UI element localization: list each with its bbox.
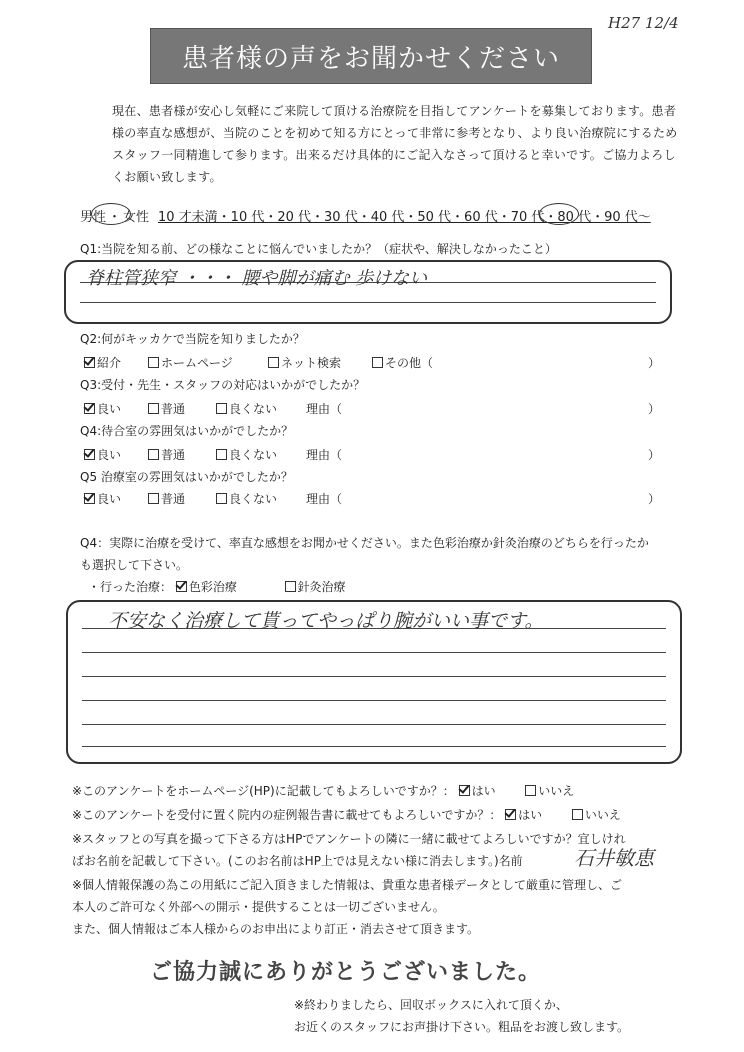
q2-option-web-search[interactable]: ネット検索 bbox=[268, 354, 341, 371]
closing-line1: ※終わりましたら、回収ボックスに入れて頂くか、 bbox=[294, 998, 568, 1012]
q1-answer-box[interactable] bbox=[64, 260, 672, 324]
q3-reason-label: 理由（ bbox=[306, 402, 343, 416]
age-range-options[interactable]: 10 才未満・10 代・20 代・30 代・40 代・50 代・60 代・70 代・80 代・90 代〜 bbox=[158, 210, 651, 225]
checkbox-checked[interactable] bbox=[84, 449, 95, 460]
report-yes-option[interactable]: はい bbox=[505, 808, 542, 822]
q3-option-good[interactable]: 良い bbox=[84, 400, 121, 417]
report-no-option[interactable]: いいえ bbox=[572, 808, 621, 822]
checkbox[interactable] bbox=[372, 357, 383, 368]
hp-no-option[interactable]: いいえ bbox=[525, 784, 574, 798]
checkbox[interactable] bbox=[216, 449, 227, 460]
treatment-label: ・行った治療： bbox=[88, 580, 173, 594]
ruled-line bbox=[82, 676, 666, 677]
report-permission-row bbox=[72, 806, 621, 823]
checkbox[interactable] bbox=[148, 493, 159, 504]
hp-yes-option[interactable]: はい bbox=[459, 784, 496, 798]
checkbox[interactable] bbox=[148, 403, 159, 414]
q4-waiting-option-good[interactable]: 良い bbox=[84, 446, 121, 463]
gender-female[interactable]: 女性 bbox=[123, 210, 150, 225]
q2-option-referral[interactable]: 紹介 bbox=[84, 354, 121, 371]
checkbox[interactable] bbox=[285, 581, 296, 592]
q3-option-average[interactable]: 普通 bbox=[148, 400, 185, 417]
ruled-line bbox=[82, 652, 666, 653]
intro-paragraph bbox=[112, 100, 682, 188]
ruled-line bbox=[82, 746, 666, 747]
q5-option-bad[interactable]: 良くない bbox=[216, 490, 277, 507]
q2-option-other[interactable]: その他（ bbox=[372, 354, 433, 371]
checkbox[interactable] bbox=[148, 357, 159, 368]
privacy-line2: 本人のご許可なく外部への開示・提供することは一切ございません。 bbox=[72, 900, 445, 914]
checkbox-checked[interactable] bbox=[84, 403, 95, 414]
checkbox[interactable] bbox=[148, 449, 159, 460]
q2-option-homepage[interactable]: ホームページ bbox=[148, 354, 233, 371]
q3-option-bad[interactable]: 良くない bbox=[216, 400, 277, 417]
q4-waiting-option-average[interactable]: 普通 bbox=[148, 446, 185, 463]
gender-male[interactable]: 男性 bbox=[80, 210, 107, 225]
privacy-line1: ※個人情報保護の為この用紙にご記入頂きました情報は、貴重な患者様データとして厳重に管理し、ご bbox=[72, 878, 623, 892]
intro-line: 現在、患者様が安心し気軽にご来院して頂ける治療院を目指してアンケートを募集しております。患者 bbox=[112, 104, 677, 118]
checkbox-checked[interactable] bbox=[84, 493, 95, 504]
checkbox[interactable] bbox=[525, 785, 536, 796]
title-banner bbox=[150, 28, 592, 84]
hp-permission-question: ※このアンケートをホームページ(HP)に記載してもよろしいですか？： bbox=[72, 784, 455, 798]
intro-line: 様の率直な感想が、当院のことを初めて知る方にとって非常に参考となり、より良い治療院にするため bbox=[112, 126, 678, 140]
ruled-line bbox=[80, 302, 656, 303]
privacy-line3: また、個人情報はご本人様からのお申出により訂正・消去させて頂きます。 bbox=[72, 922, 480, 936]
q4-waiting-option-bad[interactable]: 良くない bbox=[216, 446, 277, 463]
q5-close-paren: ） bbox=[648, 492, 661, 506]
checkbox-checked[interactable] bbox=[505, 809, 516, 820]
treatment-row bbox=[88, 578, 346, 595]
q3-close-paren: ） bbox=[648, 402, 661, 416]
ruled-line bbox=[82, 724, 666, 725]
name-field-value[interactable]: 石井敏恵 bbox=[574, 846, 654, 870]
q5-option-good[interactable]: 良い bbox=[84, 490, 121, 507]
q4-waiting-reason-label: 理由（ bbox=[306, 448, 343, 462]
impressions-answer-box[interactable] bbox=[66, 600, 682, 764]
q2-close-paren: ） bbox=[648, 356, 661, 370]
q2-label: Q2:何がキッカケで当院を知りましたか？ bbox=[80, 332, 305, 346]
closing-line2: お近くのスタッフにお声掛け下さい。粗品をお渡し致します。 bbox=[294, 1020, 630, 1034]
q3-label: Q3:受付・先生・スタッフの対応はいかがでしたか？ bbox=[80, 378, 366, 392]
q1-label: Q1:当院を知る前、どの様なことに悩んでいましたか？（症状や、解決しなかったこと） bbox=[80, 242, 557, 256]
treatment-option-acupuncture[interactable]: 針灸治療 bbox=[285, 580, 346, 594]
thank-you-message: ご協力誠にありがとうございました。 bbox=[150, 960, 542, 985]
intro-line: くお願い致します。 bbox=[112, 170, 222, 184]
checkbox[interactable] bbox=[216, 403, 227, 414]
hp-permission-row bbox=[72, 782, 574, 799]
checkbox[interactable] bbox=[216, 493, 227, 504]
checkbox[interactable] bbox=[268, 357, 279, 368]
q4-impressions-label-line1: Q4：実際に治療を受けて、率直な感想をお聞かせください。また色彩治療か針灸治療のどちらを行ったか bbox=[80, 536, 649, 550]
age-70s-circle-mark bbox=[539, 203, 579, 225]
q4-waiting-label: Q4:待合室の雰囲気はいかがでしたか？ bbox=[80, 424, 294, 438]
impressions-answer-text: 不安なく治療して貰ってやっぱり腕がいい事です。 bbox=[108, 610, 544, 632]
q5-reason-label: 理由（ bbox=[306, 492, 343, 506]
q5-label: Q5 治療室の雰囲気はいかがでしたか？ bbox=[80, 470, 293, 484]
intro-line: スタッフ一同精進して参ります。出来るだけ具体的にご記入なさって頂けると幸いです。ご協力よろし bbox=[112, 148, 676, 162]
checkbox[interactable] bbox=[572, 809, 583, 820]
photo-permission-line1: ※スタッフとの写真を撮って下さる方はHPでアンケートの隣に一緒に載せてよろしいですか？宜しけれ bbox=[72, 832, 626, 846]
checkbox-checked[interactable] bbox=[84, 357, 95, 368]
treatment-option-color[interactable]: 色彩治療 bbox=[176, 580, 237, 594]
report-permission-question: ※このアンケートを受付に置く院内の症例報告書に載せてもよろしいですか？： bbox=[72, 808, 502, 822]
q4-impressions-label-line2: も選択して下さい。 bbox=[80, 558, 189, 572]
page-title: 患者様の声をお聞かせください bbox=[181, 43, 560, 74]
checkbox-checked[interactable] bbox=[459, 785, 470, 796]
photo-permission-line2: ばお名前を記載して下さい。(このお名前はHP上では見えない様に消去します。)名前 bbox=[72, 854, 523, 868]
q4-waiting-close-paren: ） bbox=[648, 448, 661, 462]
handwritten-date: H27 12/4 bbox=[608, 14, 679, 32]
gender-separator: ・ bbox=[108, 210, 122, 225]
q5-option-average[interactable]: 普通 bbox=[148, 490, 185, 507]
checkbox-checked[interactable] bbox=[176, 581, 187, 592]
ruled-line bbox=[82, 700, 666, 701]
female-circle-mark bbox=[91, 203, 131, 225]
q1-answer-text: 脊柱管狭窄 ・・・ 腰や脚が痛む 歩けない bbox=[86, 268, 428, 289]
